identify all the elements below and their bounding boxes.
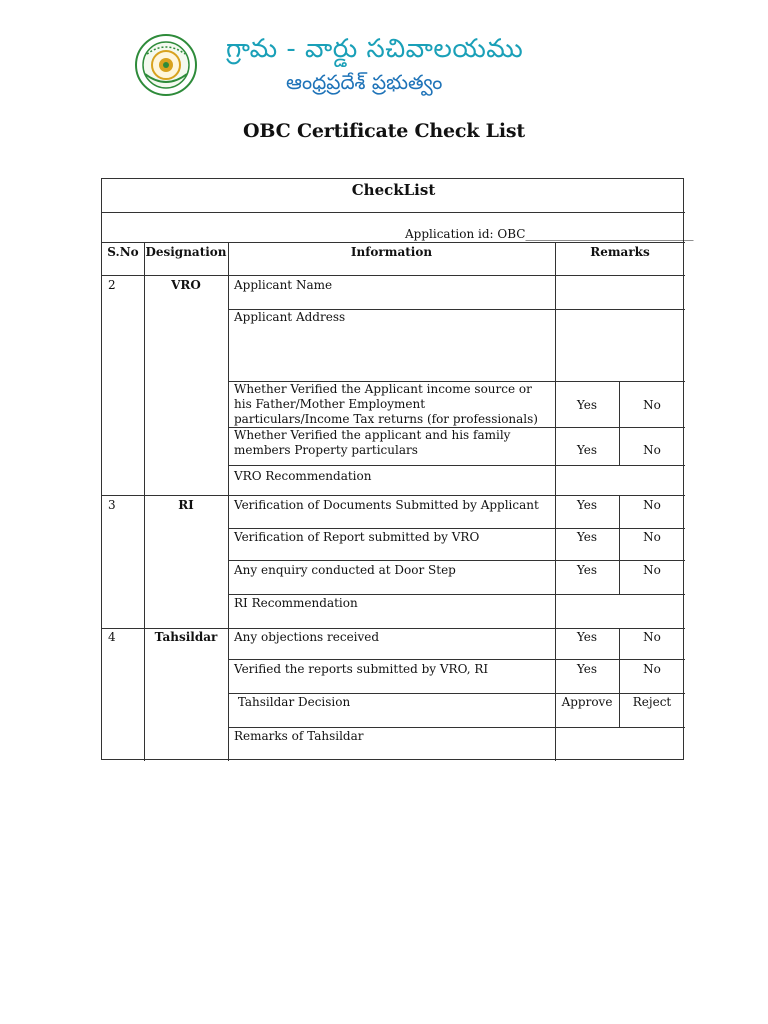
option-yes: Yes	[576, 498, 598, 512]
row-info: RI Recommendation	[234, 596, 358, 610]
divider	[102, 242, 685, 243]
column-header-information: Information	[350, 245, 433, 259]
column-header-remarks: Remarks	[590, 245, 650, 259]
option-approve: Approve	[561, 695, 613, 709]
divider	[228, 528, 685, 529]
section-sno: 2	[108, 278, 116, 292]
row-info: Verification of Report submitted by VRO	[234, 530, 480, 544]
row-info: Any objections received	[234, 630, 380, 644]
divider	[228, 465, 685, 466]
section-designation: VRO	[171, 278, 201, 292]
application-id-field: Application id: OBC____________________________	[405, 227, 694, 241]
option-no: No	[643, 530, 661, 544]
option-yes: Yes	[576, 662, 598, 676]
option-no: No	[643, 563, 661, 577]
column-header-designation: Designation	[145, 245, 227, 259]
andhra-pradesh-seal-logo	[135, 34, 197, 96]
row-info: Whether Verified the applicant and his family members Property particulars	[234, 428, 511, 457]
divider	[228, 727, 685, 728]
divider	[102, 275, 685, 276]
option-no: No	[643, 443, 661, 457]
option-yes: Yes	[576, 530, 598, 544]
row-info: Verification of Documents Submitted by Applicant	[234, 498, 539, 512]
divider	[228, 560, 685, 561]
row-info: Tahsildar Decision	[234, 695, 351, 709]
divider	[228, 659, 685, 660]
row-info: Remarks of Tahsildar	[234, 729, 364, 743]
option-no: No	[643, 398, 661, 412]
section-sno: 4	[108, 630, 116, 644]
divider	[228, 693, 685, 694]
row-info: Whether Verified the Applicant income source or his Father/Mother Employment particulars/Income Tax returns (for professionals)	[234, 382, 538, 426]
header-subtitle: ఆంధ్రప్రదేశ్ ప్రభుత్వం	[286, 70, 443, 94]
option-yes: Yes	[576, 398, 598, 412]
row-info: Verified the reports submitted by VRO, RI	[234, 662, 489, 676]
option-no: No	[643, 498, 661, 512]
option-yes: Yes	[576, 630, 598, 644]
option-no: No	[643, 662, 661, 676]
section-sno: 3	[108, 498, 116, 512]
row-info: Any enquiry conducted at Door Step	[234, 563, 456, 577]
option-yes: Yes	[576, 563, 598, 577]
row-info: VRO Recommendation	[234, 469, 372, 483]
column-header-sno: S.No	[107, 245, 139, 259]
section-designation: RI	[178, 498, 194, 512]
option-reject: Reject	[632, 695, 672, 709]
divider	[102, 495, 685, 496]
row-info: Applicant Address	[234, 310, 346, 324]
option-no: No	[643, 630, 661, 644]
document-title: OBC Certificate Check List	[243, 120, 525, 142]
row-info: Applicant Name	[234, 278, 333, 292]
divider	[102, 628, 685, 629]
checklist-table	[101, 178, 694, 760]
divider	[228, 242, 229, 761]
checklist-title: CheckList	[351, 181, 436, 199]
divider	[228, 594, 685, 595]
option-yes: Yes	[576, 443, 598, 457]
section-designation: Tahsildar	[154, 630, 218, 644]
header	[133, 30, 553, 106]
header-title: గ్రామ - వార్డు సచివాలయము	[226, 34, 524, 64]
divider	[102, 212, 685, 213]
